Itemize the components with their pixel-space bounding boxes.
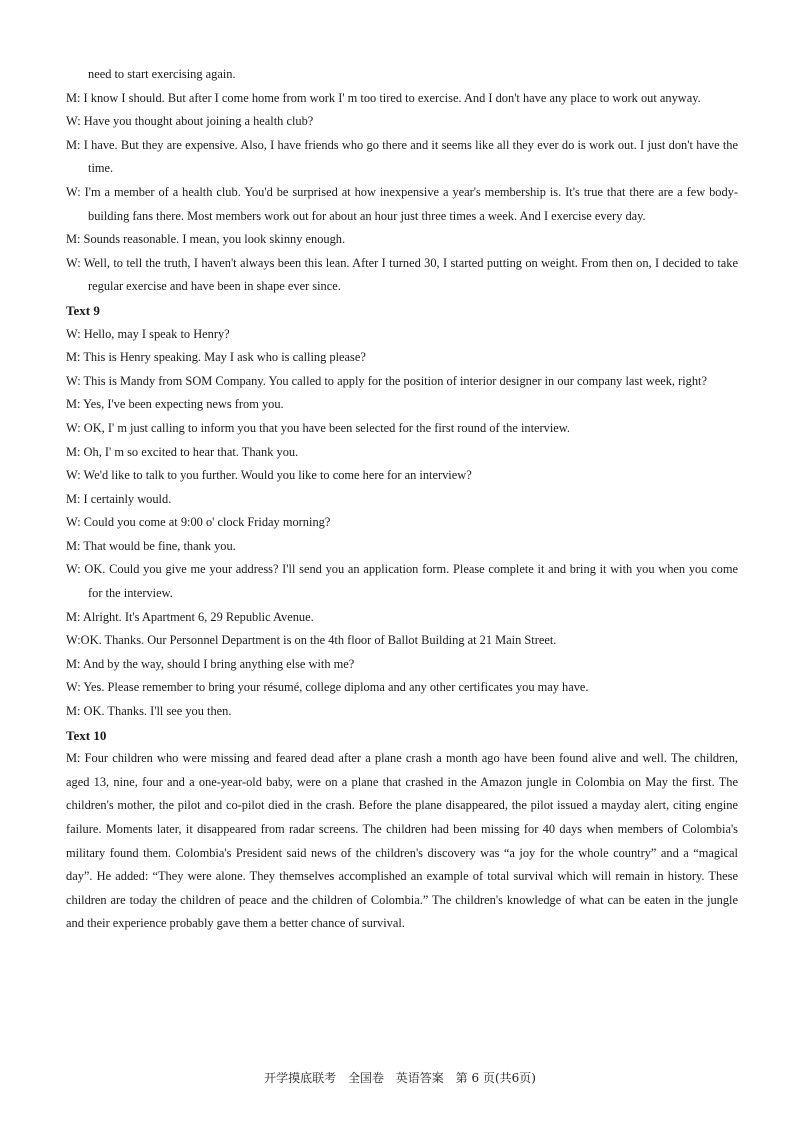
text9-line: M: This is Henry speaking. May I ask who is calling please?: [66, 350, 366, 365]
text9-line: M: I certainly would.: [66, 491, 172, 506]
text9-line: M: Alright. It's Apartment 6, 29 Republic Avenue.: [66, 609, 314, 624]
text8-line: W: Well, to tell the truth, I haven't always been this lean. After I turned 30, I started putting on weight. From then on, I decided to take regular exercise and have been in shape ever since.: [66, 255, 738, 294]
text9-line: M: Yes, I've been expecting news from you.: [66, 397, 284, 412]
text8-line: W: I'm a member of a health club. You'd be surprised at how inexpensive a year's membership is. It's true that there are a few body-building fans there. Most members work out for about an hour just three times a week. And I exercise every day.: [66, 184, 738, 223]
text8-continuation: need to start exercising again.: [88, 67, 236, 81]
text9-line: M: And by the way, should I bring anything else with me?: [66, 656, 355, 671]
text8-line: M: I know I should. But after I come home from work I' m too tired to exercise. And I don't have any place to work out anyway.: [66, 90, 701, 105]
text9-line: W: Hello, may I speak to Henry?: [66, 326, 230, 341]
footer-paper: 全国卷: [347, 1071, 384, 1085]
text10-body: M: Four children who were missing and feared dead after a plane crash a month ago have been found alive and well. The children, aged 13, nine, four and a one-year-old baby, were on a plane that crashed in the Amazon jungle in Colombia on May the first. The children's mother, the pilot and co-pilot died in the crash. Before the plane disappeared, the pilot issued a mayday alert, citing engine failure. Moments later, it disappeared from radar screens. The children had been missing for 40 days when members of Colombia's military found them. Colombia's President said news of the children's discovery was “a joy for the whole country” and a “magical day”. He added: “They were alone. They themselves accomplished an example of total survival which will remain in history. These children are today the children of peace and the children of Colombia.” The children's knowledge of what can be eaten in the jungle and their experience probably gave them a better chance of survival.: [66, 751, 738, 931]
text9-line: W: This is Mandy from SOM Company. You called to apply for the position of interior designer in our company last week, right?: [66, 373, 708, 388]
footer-exam: 开学摸底联考: [264, 1071, 337, 1085]
text9-line: W: OK, I' m just calling to inform you that you have been selected for the first round of the interview.: [66, 420, 571, 435]
text10-heading: Text 10: [66, 727, 107, 743]
text8-line: W: Have you thought about joining a health club?: [66, 114, 314, 129]
text8-line: M: I have. But they are expensive. Also, I have friends who go there and it seems like all they ever do is work out. I just don't have the time.: [66, 137, 738, 176]
text9-line: W:OK. Thanks. Our Personnel Department is on the 4th floor of Ballot Building at 21 Main Street.: [66, 633, 557, 648]
footer-subject: 英语答案: [395, 1071, 444, 1085]
text9-line: M: OK. Thanks. I'll see you then.: [66, 704, 232, 719]
text9-heading: Text 9: [66, 302, 100, 318]
text9-line: M: That would be fine, thank you.: [66, 538, 236, 553]
text9-line: M: Oh, I' m so excited to hear that. Thank you.: [66, 444, 299, 459]
document-content: [66, 63, 738, 936]
footer-page: 第 6 页(共6页): [455, 1071, 536, 1085]
text9-line: W: OK. Could you give me your address? I'll send you an application form. Please complete it and bring it with you when you come for the interview.: [66, 562, 738, 601]
text9-line: W: Could you come at 9:00 o' clock Friday morning?: [66, 515, 331, 530]
text8-line: M: Sounds reasonable. I mean, you look skinny enough.: [66, 232, 346, 247]
text9-line: W: We'd like to talk to you further. Would you like to come here for an interview?: [66, 468, 472, 483]
text9-line: W: Yes. Please remember to bring your résumé, college diploma and any other certificates you may have.: [66, 680, 589, 695]
page-footer: [0, 1069, 800, 1086]
